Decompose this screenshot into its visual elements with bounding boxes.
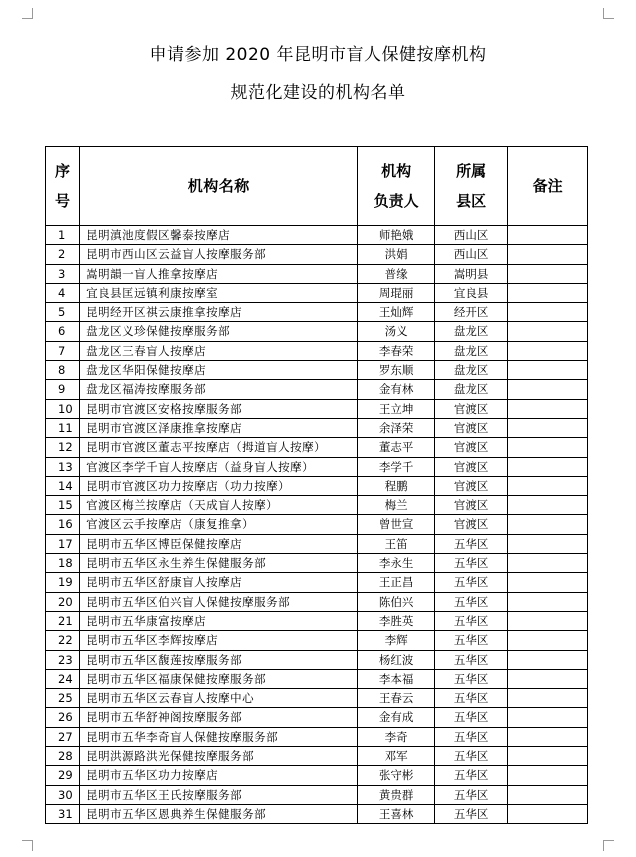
cell-person-in-charge: 邓军: [358, 747, 435, 766]
cell-note: [508, 785, 588, 804]
cell-note: [508, 226, 588, 245]
cell-institution-name: 昆明市五华区舒康盲人按摩店: [80, 573, 358, 592]
cell-note: [508, 283, 588, 302]
cell-institution-name: 昆明市五华区王氏按摩服务部: [80, 785, 358, 804]
cell-institution-name: 昆明市官渡区安格按摩服务部: [80, 399, 358, 418]
cell-note: [508, 766, 588, 785]
cell-person-in-charge: 梅兰: [358, 496, 435, 515]
cell-person-in-charge: 董志平: [358, 438, 435, 457]
cell-index: 23: [46, 650, 80, 669]
cell-county: 五华区: [434, 534, 507, 553]
cell-note: [508, 245, 588, 264]
cell-note: [508, 573, 588, 592]
cell-county: 五华区: [434, 592, 507, 611]
cell-person-in-charge: 曾世宣: [358, 515, 435, 534]
table-row: [46, 476, 588, 495]
header-county-line2: 县区: [456, 192, 487, 210]
cell-institution-name: 盘龙区福涛按摩服务部: [80, 380, 358, 399]
table-row: [46, 573, 588, 592]
cell-note: [508, 747, 588, 766]
header-note: 备注: [508, 147, 588, 226]
cell-index: 19: [46, 573, 80, 592]
cell-county: 官渡区: [434, 476, 507, 495]
table-row: [46, 341, 588, 360]
cell-note: [508, 341, 588, 360]
cell-county: 五华区: [434, 689, 507, 708]
cell-county: 五华区: [434, 650, 507, 669]
cell-county: 五华区: [434, 766, 507, 785]
cell-note: [508, 727, 588, 746]
cell-index: 28: [46, 747, 80, 766]
cell-note: [508, 361, 588, 380]
cell-county: 官渡区: [434, 418, 507, 437]
cell-note: [508, 689, 588, 708]
cell-index: 24: [46, 669, 80, 688]
cell-institution-name: 昆明市官渡区功力按摩店（功力按摩）: [80, 476, 358, 495]
table-row: [46, 631, 588, 650]
cell-note: [508, 399, 588, 418]
cell-institution-name: 嵩明韻一盲人推拿按摩店: [80, 264, 358, 283]
cell-person-in-charge: 王喜林: [358, 804, 435, 823]
cell-note: [508, 303, 588, 322]
table-row: [46, 611, 588, 630]
cell-institution-name: 官渡区李学千盲人按摩店（益身盲人按摩）: [80, 457, 358, 476]
cell-institution-name: 昆明市五华区李辉按摩店: [80, 631, 358, 650]
cell-institution-name: 昆明市五华区博臣保健按摩店: [80, 534, 358, 553]
cell-person-in-charge: 余泽荣: [358, 418, 435, 437]
page-corner-mark: [603, 8, 614, 19]
cell-index: 21: [46, 611, 80, 630]
cell-county: 官渡区: [434, 496, 507, 515]
cell-institution-name: 宜良县匡远镇利康按摩室: [80, 283, 358, 302]
cell-person-in-charge: 陈伯兴: [358, 592, 435, 611]
cell-institution-name: 昆明市五华区永生养生保健服务部: [80, 554, 358, 573]
header-index-line2: 号: [55, 192, 71, 210]
cell-institution-name: 盘龙区华阳保健按摩店: [80, 361, 358, 380]
cell-index: 18: [46, 554, 80, 573]
cell-county: 五华区: [434, 747, 507, 766]
cell-county: 官渡区: [434, 457, 507, 476]
table-row: [46, 418, 588, 437]
cell-person-in-charge: 师艳娥: [358, 226, 435, 245]
cell-person-in-charge: 金有成: [358, 708, 435, 727]
document-subtitle: 规范化建设的机构名单: [230, 83, 406, 103]
cell-note: [508, 631, 588, 650]
cell-person-in-charge: 李胜英: [358, 611, 435, 630]
cell-institution-name: 昆明市五华区福康保健按摩服务部: [80, 669, 358, 688]
cell-person-in-charge: 周琨丽: [358, 283, 435, 302]
cell-note: [508, 380, 588, 399]
cell-index: 1: [46, 226, 80, 245]
cell-note: [508, 457, 588, 476]
table-row: [46, 438, 588, 457]
cell-note: [508, 438, 588, 457]
cell-index: 16: [46, 515, 80, 534]
cell-note: [508, 496, 588, 515]
cell-person-in-charge: 李奇: [358, 727, 435, 746]
cell-institution-name: 昆明市五华舒神阁按摩服务部: [80, 708, 358, 727]
cell-index: 17: [46, 534, 80, 553]
cell-institution-name: 昆明市五华区恩典养生保健服务部: [80, 804, 358, 823]
cell-county: 西山区: [434, 245, 507, 264]
cell-note: [508, 515, 588, 534]
cell-index: 26: [46, 708, 80, 727]
cell-institution-name: 昆明市五华区功力按摩店: [80, 766, 358, 785]
cell-institution-name: 官渡区云手按摩店（康复推拿）: [80, 515, 358, 534]
table-row: [46, 727, 588, 746]
cell-note: [508, 264, 588, 283]
cell-person-in-charge: 李春荣: [358, 341, 435, 360]
cell-institution-name: 昆明洪源路洪光保健按摩服务部: [80, 747, 358, 766]
cell-note: [508, 476, 588, 495]
cell-note: [508, 592, 588, 611]
page-corner-mark: [22, 840, 33, 851]
table-row: [46, 283, 588, 302]
header-index: [46, 147, 80, 226]
table-row: [46, 264, 588, 283]
table-row: [46, 669, 588, 688]
cell-person-in-charge: 王笛: [358, 534, 435, 553]
cell-note: [508, 708, 588, 727]
table-row: [46, 245, 588, 264]
table-row: [46, 689, 588, 708]
cell-note: [508, 418, 588, 437]
table-row: [46, 708, 588, 727]
cell-institution-name: 官渡区梅兰按摩店（天成盲人按摩）: [80, 496, 358, 515]
header-index-line1: 序: [55, 162, 71, 180]
cell-note: [508, 322, 588, 341]
cell-person-in-charge: 洪娟: [358, 245, 435, 264]
cell-note: [508, 554, 588, 573]
cell-institution-name: 昆明经开区祺云康推拿按摩店: [80, 303, 358, 322]
table-row: [46, 380, 588, 399]
cell-institution-name: 盘龙区义珍保健按摩服务部: [80, 322, 358, 341]
cell-county: 五华区: [434, 727, 507, 746]
table-row: [46, 226, 588, 245]
cell-institution-name: 昆明滇池度假区馨泰按摩店: [80, 226, 358, 245]
cell-index: 12: [46, 438, 80, 457]
table-row: [46, 804, 588, 823]
cell-county: 经开区: [434, 303, 507, 322]
cell-note: [508, 534, 588, 553]
cell-county: 盘龙区: [434, 322, 507, 341]
cell-note: [508, 804, 588, 823]
cell-person-in-charge: 张守彬: [358, 766, 435, 785]
cell-index: 20: [46, 592, 80, 611]
cell-county: 西山区: [434, 226, 507, 245]
table-row: [46, 554, 588, 573]
table-row: [46, 496, 588, 515]
cell-institution-name: 昆明市五华区云春盲人按摩中心: [80, 689, 358, 708]
header-person-line2: 负责人: [373, 192, 419, 210]
cell-note: [508, 669, 588, 688]
cell-person-in-charge: 汤义: [358, 322, 435, 341]
cell-note: [508, 650, 588, 669]
cell-index: 22: [46, 631, 80, 650]
cell-county: 五华区: [434, 804, 507, 823]
cell-county: 五华区: [434, 611, 507, 630]
cell-institution-name: 昆明市五华区馥莲按摩服务部: [80, 650, 358, 669]
cell-index: 31: [46, 804, 80, 823]
cell-index: 8: [46, 361, 80, 380]
cell-index: 30: [46, 785, 80, 804]
cell-index: 3: [46, 264, 80, 283]
cell-index: 15: [46, 496, 80, 515]
cell-index: 9: [46, 380, 80, 399]
cell-index: 13: [46, 457, 80, 476]
cell-county: 五华区: [434, 554, 507, 573]
cell-institution-name: 昆明市西山区云益盲人按摩服务部: [80, 245, 358, 264]
cell-person-in-charge: 杨红波: [358, 650, 435, 669]
header-county: [434, 147, 507, 226]
cell-county: 嵩明县: [434, 264, 507, 283]
cell-county: 五华区: [434, 708, 507, 727]
cell-person-in-charge: 金有林: [358, 380, 435, 399]
cell-institution-name: 昆明市官渡区泽康推拿按摩店: [80, 418, 358, 437]
table-row: [46, 457, 588, 476]
table-header-row: [46, 147, 588, 226]
cell-index: 10: [46, 399, 80, 418]
header-county-line1: 所属: [456, 162, 487, 180]
cell-note: [508, 611, 588, 630]
table-row: [46, 592, 588, 611]
cell-person-in-charge: 王立坤: [358, 399, 435, 418]
cell-index: 2: [46, 245, 80, 264]
document-title: 申请参加 2020 年昆明市盲人保健按摩机构: [149, 45, 487, 65]
cell-county: 五华区: [434, 785, 507, 804]
cell-index: 7: [46, 341, 80, 360]
cell-person-in-charge: 李本福: [358, 669, 435, 688]
cell-county: 五华区: [434, 631, 507, 650]
page-corner-mark: [22, 8, 33, 19]
cell-person-in-charge: 李学千: [358, 457, 435, 476]
cell-institution-name: 昆明市五华区伯兴盲人保健按摩服务部: [80, 592, 358, 611]
cell-index: 11: [46, 418, 80, 437]
cell-county: 官渡区: [434, 515, 507, 534]
cell-index: 5: [46, 303, 80, 322]
table-row: [46, 785, 588, 804]
cell-institution-name: 昆明市官渡区董志平按摩店（拇道盲人按摩）: [80, 438, 358, 457]
cell-county: 五华区: [434, 669, 507, 688]
cell-person-in-charge: 程鹏: [358, 476, 435, 495]
cell-county: 五华区: [434, 573, 507, 592]
header-person-line1: 机构: [381, 162, 412, 180]
cell-county: 宜良县: [434, 283, 507, 302]
table-row: [46, 650, 588, 669]
table-row: [46, 534, 588, 553]
cell-index: 4: [46, 283, 80, 302]
cell-person-in-charge: 王灿辉: [358, 303, 435, 322]
table-row: [46, 399, 588, 418]
cell-institution-name: 盘龙区三春盲人按摩店: [80, 341, 358, 360]
cell-county: 盘龙区: [434, 380, 507, 399]
table-row: [46, 303, 588, 322]
cell-index: 25: [46, 689, 80, 708]
cell-person-in-charge: 李永生: [358, 554, 435, 573]
cell-institution-name: 昆明市五华李奇盲人保健按摩服务部: [80, 727, 358, 746]
header-institution-name: 机构名称: [80, 147, 358, 226]
cell-index: 14: [46, 476, 80, 495]
table-row: [46, 766, 588, 785]
cell-person-in-charge: 王正昌: [358, 573, 435, 592]
table-row: [46, 747, 588, 766]
table-row: [46, 515, 588, 534]
cell-index: 27: [46, 727, 80, 746]
cell-county: 盘龙区: [434, 361, 507, 380]
cell-index: 29: [46, 766, 80, 785]
cell-person-in-charge: 李辉: [358, 631, 435, 650]
cell-county: 官渡区: [434, 399, 507, 418]
header-person-in-charge: [358, 147, 435, 226]
page-corner-mark: [603, 840, 614, 851]
cell-person-in-charge: 王春云: [358, 689, 435, 708]
cell-person-in-charge: 罗东顺: [358, 361, 435, 380]
table-row: [46, 322, 588, 341]
cell-index: 6: [46, 322, 80, 341]
cell-county: 盘龙区: [434, 341, 507, 360]
institution-table: [45, 146, 588, 824]
cell-person-in-charge: 普缘: [358, 264, 435, 283]
cell-county: 官渡区: [434, 438, 507, 457]
table-row: [46, 361, 588, 380]
cell-institution-name: 昆明市五华康富按摩店: [80, 611, 358, 630]
cell-person-in-charge: 黄贵群: [358, 785, 435, 804]
